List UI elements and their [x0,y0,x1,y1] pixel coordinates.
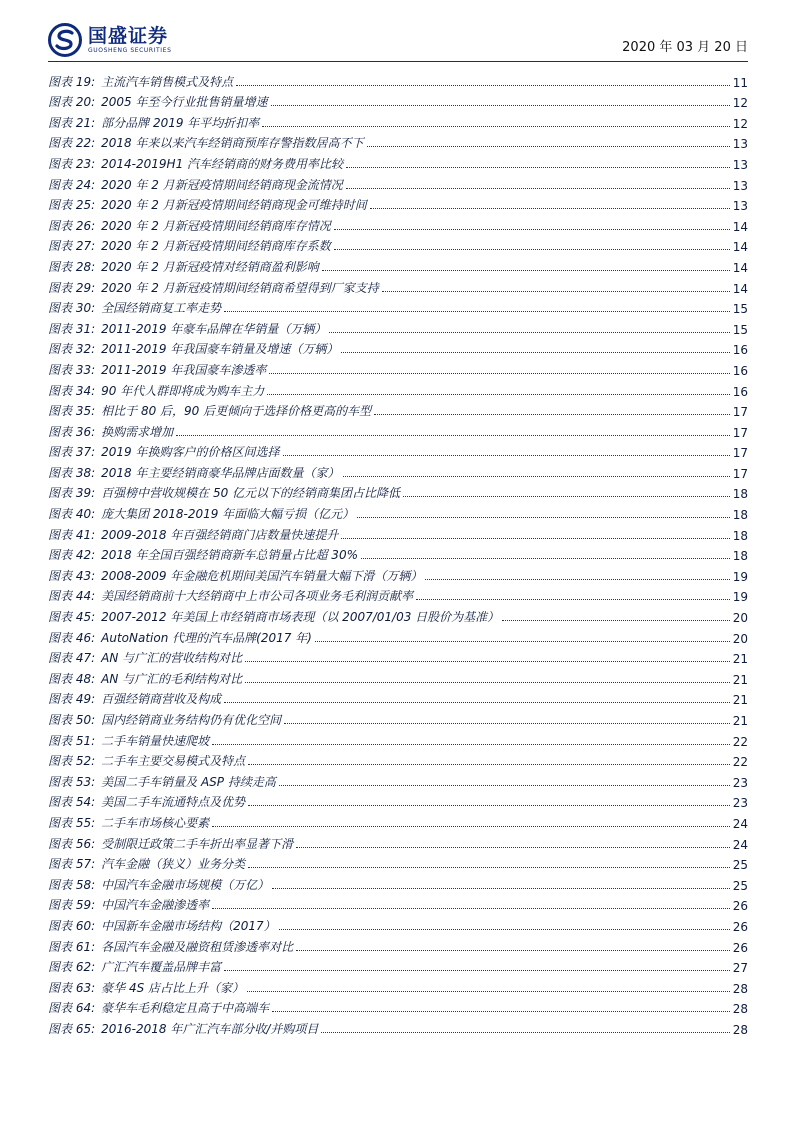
toc-entry-page: 15 [732,322,748,337]
toc-entry-label: 图表 64: [48,1001,96,1016]
dot-leader [176,435,730,436]
toc-entry-page: 14 [732,260,748,275]
toc-entry-text [48,608,499,625]
dot-leader [343,476,730,477]
dot-leader [382,291,730,292]
toc-entry-page: 17 [732,425,748,440]
dot-leader [248,805,730,806]
toc-entry-title: 2014-2019H1 汽车经销商的财务费用率比较 [101,156,344,171]
toc-entry[interactable] [48,90,748,111]
toc-entry-page: 13 [732,137,748,152]
dot-leader [502,620,730,621]
toc-entry[interactable] [48,337,748,358]
toc-entry-page: 21 [732,672,748,687]
toc-entry-title: 各国汽车金融及融资租赁渗透率对比 [101,939,294,954]
toc-entry[interactable] [48,316,748,337]
toc-entry-label: 图表 49: [48,692,96,707]
toc-entry-label: 图表 63: [48,980,96,995]
toc-entry[interactable] [48,563,748,584]
header-divider [48,61,748,62]
dot-leader [271,105,730,106]
toc-entry-label: 图表 52: [48,754,96,769]
toc-entry-label: 图表 29: [48,280,96,295]
toc-entry-label: 图表 23: [48,156,96,171]
toc-entry-text [48,690,221,707]
toc-entry-text [48,464,340,481]
toc-entry-text [48,340,338,357]
toc-entry-label: 图表 50: [48,713,96,727]
toc-entry-page: 25 [732,858,748,873]
toc-entry-title: 2020 年 2 月新冠疫情期间经销商现金可维持时间 [101,198,367,213]
dot-leader [346,167,730,168]
toc-entry-text [48,649,242,666]
toc-entry-label: 图表 26: [48,218,96,233]
toc-entry-title: 2020 年 2 月新冠疫情期间经销商现金流情况 [101,177,343,192]
toc-entry-text [48,938,293,955]
toc-entry-label: 图表 55: [48,815,96,830]
toc-entry-title: 受制限迁政策二手车折出率显著下滑 [101,836,294,851]
toc-entry-text [48,752,245,769]
toc-entry-page: 18 [732,508,748,523]
toc-entry-title: 2011-2019 年我国豪车销量及增速（万辆） [101,342,339,357]
dot-leader [272,888,730,889]
toc-entry[interactable] [48,172,748,193]
toc-entry[interactable] [48,296,748,317]
toc-entry-label: 图表 59: [48,898,96,913]
figure-list [48,69,748,1037]
toc-entry[interactable] [48,975,748,996]
toc-entry-label: 图表 41: [48,527,96,542]
toc-entry-page: 20 [732,631,748,646]
dot-leader [279,929,730,930]
toc-entry-page: 11 [732,75,748,90]
toc-entry-title: 2008-2009 年金融危机期间美国汽车销量大幅下滑（万辆） [101,568,423,583]
dot-leader [403,496,730,497]
toc-entry-text [48,896,209,913]
dot-leader [370,208,730,209]
toc-entry[interactable] [48,110,748,131]
toc-entry[interactable] [48,151,748,172]
report-date: 2020 年 03 月 20 日 [622,40,748,55]
toc-entry-title: 美国二手车流通特点及优势 [101,795,246,810]
dot-leader [212,826,730,827]
toc-entry-text [48,361,266,378]
toc-entry-label: 图表 43: [48,568,96,583]
toc-entry-text [48,484,400,501]
toc-entry-title: 2020 年 2 月新冠疫情期间经销商库存情况 [101,218,331,233]
toc-entry-text [48,670,242,687]
toc-entry-title: 中国汽车金融渗透率 [101,898,210,913]
toc-entry-text [48,526,338,543]
toc-entry-page: 14 [732,219,748,234]
dot-leader [322,270,730,271]
toc-entry[interactable] [48,543,748,564]
toc-entry[interactable] [48,69,748,90]
toc-entry-title: 百强经销商营收及构成 [101,692,222,707]
toc-entry-page: 14 [732,281,748,296]
toc-entry-page: 24 [732,837,748,852]
dot-leader [296,950,730,951]
toc-entry-page: 26 [732,919,748,934]
toc-entry-label: 图表 48: [48,671,96,686]
dot-leader [341,352,729,353]
toc-entry-page: 16 [732,384,748,399]
toc-entry-page: 15 [732,302,748,317]
toc-entry-text [48,279,379,296]
toc-entry-page: 28 [732,981,748,996]
toc-entry-text [48,155,343,172]
toc-entry-page: 14 [732,240,748,255]
dot-leader [361,558,730,559]
dot-leader [374,414,730,415]
toc-entry[interactable] [48,749,748,770]
toc-entry-title: AN 与广汇的营收结构对比 [101,651,243,666]
toc-entry[interactable] [48,481,748,502]
toc-entry-label: 图表 65: [48,1021,96,1036]
toc-entry-title: 2011-2019 年豪车品牌在华销量（万辆） [101,321,327,336]
toc-entry-label: 图表 30: [48,301,96,316]
toc-entry-page: 23 [732,796,748,811]
toc-entry[interactable] [48,419,748,440]
toc-entry-text [48,711,281,728]
toc-entry-page: 24 [732,816,748,831]
toc-entry-label: 图表 42: [48,548,96,563]
toc-entry-page: 13 [732,157,748,172]
toc-entry-title: 2020 年 2 月新冠疫情期间经销商库存系数 [101,239,331,254]
toc-entry-text [48,134,364,151]
toc-entry-label: 图表 56: [48,836,96,851]
toc-entry-label: 图表 20: [48,95,96,110]
toc-entry-title: 90 年代人群即将成为购车主力 [101,383,265,398]
dot-leader [279,785,730,786]
toc-entry-text [48,629,312,646]
toc-entry-title: 二手车主要交易模式及特点 [101,754,246,769]
toc-entry[interactable] [48,687,748,708]
toc-entry-text [48,546,358,563]
toc-entry-label: 图表 22: [48,136,96,151]
toc-entry-page: 20 [732,611,748,626]
toc-entry[interactable] [48,852,748,873]
dot-leader [245,682,730,683]
toc-entry-title: 2007-2012 年美国上市经销商市场表现（以 2007/01/03 日股价为基准） [101,610,500,625]
logo-chinese-name: 国盛证券 [88,25,169,47]
toc-entry[interactable] [48,501,748,522]
toc-entry[interactable] [48,955,748,976]
toc-entry-title: 豪华车毛利稳定且高于中高端车 [101,1001,270,1016]
toc-entry[interactable] [48,131,748,152]
toc-entry[interactable] [48,1016,748,1037]
dot-leader [367,146,730,147]
toc-entry-title: 2005 年至今行业批售销量增速 [101,95,268,110]
toc-entry-page: 26 [732,940,748,955]
toc-entry-label: 图表 33: [48,362,96,377]
toc-entry-text [48,876,269,893]
toc-entry[interactable] [48,357,748,378]
dot-leader [416,599,730,600]
toc-entry[interactable] [48,584,748,605]
toc-entry-title: 中国新车金融市场结构（2017） [101,918,276,933]
toc-entry-label: 图表 57: [48,857,96,872]
toc-entry-title: 汽车金融（狭义）业务分类 [101,857,246,872]
toc-entry-label: 图表 36: [48,424,96,439]
dot-leader [272,1011,730,1012]
toc-entry-page: 19 [732,590,748,605]
toc-entry-page: 17 [732,466,748,481]
toc-entry[interactable] [48,872,748,893]
toc-entry[interactable] [48,522,748,543]
toc-entry-label: 图表 21: [48,115,96,130]
toc-entry[interactable] [48,193,748,214]
toc-entry-title: 中国汽车金融市场规模（万亿） [101,877,270,892]
toc-entry[interactable] [48,604,748,625]
toc-entry-title: AN 与广汇的毛利结构对比 [101,671,243,686]
dot-leader [212,908,730,909]
toc-entry-label: 图表 28: [48,259,96,274]
toc-entry[interactable] [48,707,748,728]
toc-entry[interactable] [48,399,748,420]
toc-entry-text [48,979,244,996]
toc-entry-page: 18 [732,549,748,564]
dot-leader [248,867,730,868]
toc-entry[interactable] [48,728,748,749]
toc-entry-label: 图表 25: [48,198,96,213]
toc-entry-text [48,423,173,440]
toc-entry-page: 21 [732,714,748,728]
dot-leader [245,661,730,662]
toc-entry-page: 19 [732,569,748,584]
toc-entry-label: 图表 39: [48,486,96,501]
toc-entry-text [48,73,233,90]
toc-entry[interactable] [48,213,748,234]
toc-entry-text [48,773,276,790]
toc-entry-title: 广汇汽车覆盖品牌丰富 [101,960,222,975]
toc-entry-title: 主流汽车销售模式及特点 [101,74,234,89]
toc-entry-text [48,793,245,810]
dot-leader [315,641,730,642]
dot-leader [224,970,730,971]
toc-entry-title: 2020 年 2 月新冠疫情期间经销商希望得到厂家支持 [101,280,379,295]
dot-leader [224,702,730,703]
toc-entry-title: 百强榜中营收规模在 50 亿元以下的经销商集团占比降低 [101,486,401,501]
toc-entry-label: 图表 24: [48,177,96,192]
toc-entry-label: 图表 58: [48,877,96,892]
toc-entry-text [48,1020,318,1037]
toc-entry-page: 27 [732,961,748,976]
toc-entry-page: 18 [732,487,748,502]
dot-leader [346,188,730,189]
toc-entry-title: 美国经销商前十大经销商中上市公司各项业务毛利润贡献率 [101,589,414,604]
toc-entry-title: 换购需求增加 [101,424,174,439]
toc-entry-text [48,299,221,316]
dot-leader [212,744,730,745]
toc-entry-page: 28 [732,1002,748,1017]
dot-leader [224,311,730,312]
toc-entry-label: 图表 19: [48,74,96,89]
toc-entry-page: 13 [732,199,748,214]
toc-entry[interactable] [48,790,748,811]
toc-entry[interactable] [48,934,748,955]
toc-entry-title: 庞大集团 2018-2019 年面临大幅亏损（亿元） [101,507,355,522]
toc-entry-text [48,217,331,234]
toc-entry-title: 2019 年换购客户的价格区间选择 [101,445,280,460]
toc-entry-text [48,382,264,399]
toc-entry[interactable] [48,769,748,790]
toc-entry-page: 17 [732,446,748,461]
toc-entry-text [48,258,319,275]
toc-entry-page: 12 [732,116,748,131]
toc-entry-text [48,587,413,604]
toc-entry-page: 16 [732,343,748,358]
toc-entry-title: 部分品牌 2019 年平均折扣率 [101,115,260,130]
toc-entry[interactable] [48,234,748,255]
toc-entry-page: 17 [732,405,748,420]
guosheng-logo-icon [48,23,82,57]
toc-entry[interactable] [48,625,748,646]
toc-entry-text [48,320,326,337]
toc-entry-label: 图表 35: [48,404,96,419]
toc-entry[interactable] [48,893,748,914]
toc-entry-page: 26 [732,899,748,914]
toc-entry-text [48,237,331,254]
dot-leader [269,373,729,374]
toc-entry[interactable] [48,996,748,1017]
toc-entry-page: 25 [732,878,748,893]
company-logo [48,22,171,58]
toc-entry-title: 2016-2018 年广汇汽车部分收/并购项目 [101,1021,319,1036]
dot-leader [321,1032,729,1033]
toc-entry-text [48,835,293,852]
dot-leader [341,538,729,539]
toc-entry-title: 豪华 4S 店占比上升（家） [101,980,245,995]
toc-entry-title: 美国二手车销量及 ASP 持续走高 [101,774,276,789]
toc-entry[interactable] [48,913,748,934]
toc-entry-title: 全国经销商复工率走势 [101,301,222,316]
toc-entry-label: 图表 60: [48,918,96,933]
toc-entry-text [48,917,276,934]
toc-entry[interactable] [48,460,748,481]
toc-entry-text [48,93,268,110]
toc-entry-title: 国内经销商业务结构仍有优化空间 [101,713,282,727]
toc-entry-label: 图表 62: [48,960,96,975]
page-header [48,22,748,60]
toc-entry-page: 13 [732,178,748,193]
toc-entry-label: 图表 54: [48,795,96,810]
toc-entry-text [48,567,422,584]
dot-leader [283,455,730,456]
toc-entry[interactable] [48,254,748,275]
toc-entry-title: 2011-2019 年我国豪车渗透率 [101,362,267,377]
toc-entry-title: 2018 年主要经销商豪华品牌店面数量（家） [101,465,340,480]
toc-entry[interactable] [48,810,748,831]
toc-entry-label: 图表 61: [48,939,96,954]
toc-entry-label: 图表 45: [48,610,96,625]
toc-entry-label: 图表 44: [48,589,96,604]
toc-entry-page: 22 [732,734,748,749]
toc-entry-label: 图表 40: [48,507,96,522]
toc-entry-title: AutoNation 代理的汽车品牌(2017 年) [101,630,312,645]
toc-entry-label: 图表 37: [48,445,96,460]
toc-entry-label: 图表 27: [48,239,96,254]
toc-entry-page: 21 [732,693,748,708]
toc-entry-page: 12 [732,96,748,111]
toc-entry-page: 21 [732,652,748,667]
toc-entry-text [48,814,209,831]
dot-leader [248,764,730,765]
toc-entry-text [48,196,367,213]
toc-entry-label: 图表 34: [48,383,96,398]
dot-leader [262,126,729,127]
toc-entry-text [48,114,259,131]
toc-entry[interactable] [48,666,748,687]
dot-leader [329,332,729,333]
toc-entry-title: 2018 年全国百强经销商新车总销量占比超 30% [101,548,358,563]
toc-entry[interactable] [48,275,748,296]
toc-entry-label: 图表 46: [48,630,96,645]
toc-entry-text [48,505,354,522]
toc-entry-label: 图表 51: [48,733,96,748]
toc-entry-text [48,999,269,1016]
dot-leader [334,249,730,250]
dot-leader [357,517,730,518]
toc-entry[interactable] [48,440,748,461]
toc-entry-text [48,855,245,872]
dot-leader [236,85,730,86]
dot-leader [284,723,730,724]
toc-entry-text [48,176,343,193]
toc-entry[interactable] [48,646,748,667]
toc-entry-page: 22 [732,755,748,770]
logo-english-name: GUOSHENG SECURITIES [88,47,172,54]
toc-entry-label: 图表 53: [48,774,96,789]
dot-leader [334,229,730,230]
toc-entry-title: 二手车市场核心要素 [101,815,210,830]
dot-leader [267,394,729,395]
toc-entry-title: 二手车销量快速爬坡 [101,733,210,748]
toc-entry-label: 图表 32: [48,342,96,357]
toc-entry[interactable] [48,831,748,852]
dot-leader [247,991,730,992]
toc-entry-text [48,732,209,749]
toc-entry-label: 图表 47: [48,651,96,666]
toc-entry-text [48,958,221,975]
toc-entry-page: 23 [732,775,748,790]
toc-entry-page: 28 [732,1022,748,1037]
toc-entry-title: 2018 年来以来汽车经销商预库存警指数居高不下 [101,136,364,151]
toc-entry-text [48,443,280,460]
toc-entry[interactable] [48,378,748,399]
toc-entry-label: 图表 38: [48,465,96,480]
toc-entry-text [48,402,371,419]
toc-entry-page: 16 [732,363,748,378]
dot-leader [296,847,730,848]
toc-entry-title: 2020 年 2 月新冠疫情对经销商盈利影响 [101,259,319,274]
toc-entry-page: 18 [732,528,748,543]
toc-entry-title: 2009-2018 年百强经销商门店数量快速提升 [101,527,339,542]
toc-entry-title: 相比于 80 后，90 后更倾向于选择价格更高的车型 [101,404,372,419]
toc-entry-label: 图表 31: [48,321,96,336]
dot-leader [425,579,729,580]
